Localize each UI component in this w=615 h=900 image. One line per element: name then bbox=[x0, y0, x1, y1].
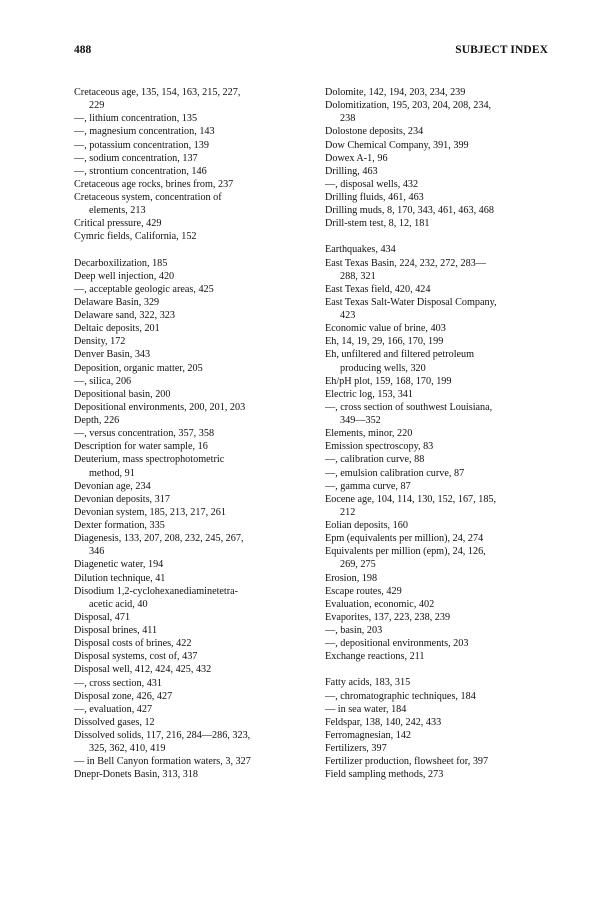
index-entry bbox=[74, 86, 314, 112]
index-entry-text: Dissolved gases, 12 bbox=[74, 716, 155, 728]
index-entry-text: Disposal well, 412, 424, 425, 432 bbox=[74, 664, 212, 676]
index-entry-text: Dolomite, 142, 194, 203, 234, 239 bbox=[325, 87, 466, 98]
index-entry bbox=[325, 440, 565, 453]
index-entry bbox=[74, 558, 314, 571]
index-entry-text: Devonian system, 185, 213, 217, 261 bbox=[74, 506, 226, 518]
index-entry bbox=[325, 493, 565, 519]
index-entry bbox=[325, 152, 565, 165]
index-entry bbox=[74, 768, 314, 781]
index-entry bbox=[325, 427, 565, 440]
index-entry bbox=[325, 729, 565, 742]
index-entry bbox=[74, 362, 314, 375]
index-entry bbox=[325, 322, 565, 335]
index-entry-text: — in sea water, 184 bbox=[325, 703, 407, 715]
index-entry bbox=[74, 650, 314, 663]
index-entry-text: Equivalents per million (epm), 24, 126, bbox=[325, 546, 486, 558]
index-entry-text: Disposal, 471 bbox=[74, 611, 131, 623]
index-entry-text: Eocene age, 104, 114, 130, 152, 167, 185, bbox=[325, 493, 497, 505]
index-entry bbox=[325, 139, 565, 152]
index-entry bbox=[325, 598, 565, 611]
index-entry bbox=[74, 703, 314, 716]
index-entry bbox=[74, 178, 314, 191]
index-entry-text: Epm (equivalents per million), 24, 274 bbox=[325, 533, 484, 545]
index-entry-text: Deltaic deposits, 201 bbox=[74, 323, 160, 335]
index-entry-text: —, versus concentration, 357, 358 bbox=[74, 428, 215, 440]
index-entry bbox=[325, 650, 565, 663]
index-entry-text: Decarboxilization, 185 bbox=[74, 257, 168, 269]
index-entry-text: —, cross section, 431 bbox=[74, 677, 162, 689]
index-entry-text: Fertilizers, 397 bbox=[325, 743, 387, 754]
index-entry bbox=[74, 440, 314, 453]
index-entry bbox=[74, 427, 314, 440]
index-entry bbox=[325, 545, 565, 571]
index-entry-text: Devonian age, 234 bbox=[74, 480, 151, 492]
index-entry bbox=[325, 178, 565, 191]
index-entry bbox=[74, 322, 314, 335]
index-entry-text: Disodium 1,2-cyclohexanediaminetetra- bbox=[74, 585, 239, 597]
index-entry bbox=[74, 755, 314, 768]
index-entry bbox=[325, 283, 565, 296]
index-entry bbox=[74, 217, 314, 230]
index-entry-text: —, silica, 206 bbox=[74, 375, 132, 387]
page-number: 488 bbox=[74, 44, 92, 56]
index-entry bbox=[325, 585, 565, 598]
index-entry-text: Eolian deposits, 160 bbox=[325, 520, 408, 531]
index-entry-text: Fertilizer production, flowsheet for, 397 bbox=[325, 756, 489, 768]
index-entry-text: Dilution technique, 41 bbox=[74, 572, 166, 584]
index-entry-text: Density, 172 bbox=[74, 336, 126, 348]
index-entry-text: Delaware sand, 322, 323 bbox=[74, 310, 175, 321]
index-entry bbox=[325, 243, 565, 256]
index-entry bbox=[74, 611, 314, 624]
index-entry-text: Eh, 14, 19, 29, 166, 170, 199 bbox=[325, 336, 444, 348]
index-entry bbox=[325, 125, 565, 138]
index-entry-text: Evaluation, economic, 402 bbox=[325, 598, 435, 610]
index-entry bbox=[74, 112, 314, 125]
index-entry-text: Deep well injection, 420 bbox=[74, 270, 175, 282]
index-entry-text: Depositional environments, 200, 201, 203 bbox=[74, 401, 246, 413]
index-entry bbox=[74, 414, 314, 427]
index-entry-text: Disposal costs of brines, 422 bbox=[74, 638, 192, 650]
index-entry-text: —, potassium concentration, 139 bbox=[74, 139, 209, 151]
index-entry-text: Dissolved solids, 117, 216, 284—286, 323, bbox=[74, 730, 251, 741]
index-entry bbox=[325, 204, 565, 217]
index-column-left bbox=[74, 86, 314, 782]
index-entry bbox=[325, 296, 565, 322]
index-entry-text: Eh/pH plot, 159, 168, 170, 199 bbox=[325, 375, 452, 387]
index-entry bbox=[325, 742, 565, 755]
running-head: SUBJECT INDEX bbox=[455, 44, 548, 56]
index-entry-continuation: elements, 213 bbox=[89, 205, 146, 217]
index-entry-text: —, basin, 203 bbox=[325, 625, 383, 636]
page-header bbox=[70, 44, 548, 60]
index-entry bbox=[325, 532, 565, 545]
index-entry-text: Disposal systems, cost of, 437 bbox=[74, 651, 198, 663]
index-entry-text: —, chromatographic techniques, 184 bbox=[325, 690, 476, 702]
index-entry-continuation: acetic acid, 40 bbox=[89, 598, 148, 610]
index-entry-text: Economic value of brine, 403 bbox=[325, 323, 446, 335]
index-entry-text: Description for water sample, 16 bbox=[74, 441, 208, 453]
index-entry-text: —, lithium concentration, 135 bbox=[74, 113, 198, 125]
index-entry-text: Disposal brines, 411 bbox=[74, 625, 158, 636]
index-entry-text: Drilling muds, 8, 170, 343, 461, 463, 468 bbox=[325, 205, 494, 217]
index-entry-text: Disposal zone, 426, 427 bbox=[74, 690, 173, 702]
index-entry-text: Drilling, 463 bbox=[325, 165, 378, 177]
index-entry bbox=[74, 716, 314, 729]
index-entry-text: —, magnesium concentration, 143 bbox=[74, 126, 215, 138]
index-entry-text: Deposition, organic matter, 205 bbox=[74, 362, 203, 374]
index-entry bbox=[325, 335, 565, 348]
index-entry bbox=[325, 519, 565, 532]
index-entry bbox=[325, 375, 565, 388]
index-entry bbox=[325, 637, 565, 650]
index-entry bbox=[74, 690, 314, 703]
index-entry bbox=[325, 768, 565, 781]
index-entry-text: Erosion, 198 bbox=[325, 572, 378, 584]
index-entry-text: —, gamma curve, 87 bbox=[325, 480, 411, 492]
index-entry-continuation: 212 bbox=[340, 506, 356, 518]
index-entry bbox=[74, 585, 314, 611]
index-entry-continuation: 325, 362, 410, 419 bbox=[89, 743, 166, 755]
index-entry-text: Cretaceous system, concentration of bbox=[74, 192, 222, 203]
index-entry bbox=[74, 335, 314, 348]
index-entry bbox=[74, 125, 314, 138]
index-entry-text: Dexter formation, 335 bbox=[74, 520, 165, 531]
index-entry-continuation: 423 bbox=[340, 310, 356, 321]
index-entry bbox=[325, 755, 565, 768]
index-entry bbox=[74, 519, 314, 532]
index-entry bbox=[325, 165, 565, 178]
index-entry-text: Diagenetic water, 194 bbox=[74, 559, 164, 571]
index-entry bbox=[325, 572, 565, 585]
index-entry-text: Emission spectroscopy, 83 bbox=[325, 441, 434, 453]
index-column-right bbox=[325, 86, 565, 781]
index-entry-text: Cretaceous age, 135, 154, 163, 215, 227, bbox=[74, 87, 241, 98]
index-entry bbox=[74, 348, 314, 361]
index-entry bbox=[74, 480, 314, 493]
index-entry-text: Dowex A-1, 96 bbox=[325, 152, 388, 164]
index-entry-continuation: 269, 275 bbox=[340, 559, 376, 571]
index-entry bbox=[74, 388, 314, 401]
index-entry-text: Ferromagnesian, 142 bbox=[325, 729, 412, 741]
index-entry-continuation: method, 91 bbox=[89, 467, 135, 479]
index-entry-text: —, depositional environments, 203 bbox=[325, 638, 469, 650]
index-entry-text: Electric log, 153, 341 bbox=[325, 388, 413, 400]
index-entry-text: East Texas Salt-Water Disposal Company, bbox=[325, 296, 497, 308]
index-entry-text: Delaware Basin, 329 bbox=[74, 296, 160, 308]
index-entry-text: Devonian deposits, 317 bbox=[74, 493, 170, 505]
index-entry-text: Earthquakes, 434 bbox=[325, 244, 396, 256]
index-entry-text: Cretaceous age rocks, brines from, 237 bbox=[74, 178, 234, 190]
index-entry-text: —, calibration curve, 88 bbox=[325, 454, 425, 466]
index-entry bbox=[325, 86, 565, 99]
index-entry-text: Evaporites, 137, 223, 238, 239 bbox=[325, 611, 451, 623]
index-entry bbox=[325, 257, 565, 283]
index-entry-continuation: 349—352 bbox=[340, 415, 381, 426]
index-entry bbox=[74, 139, 314, 152]
index-entry bbox=[74, 493, 314, 506]
index-entry-text: Exchange reactions, 211 bbox=[325, 651, 425, 663]
index-entry bbox=[325, 716, 565, 729]
index-entry bbox=[74, 296, 314, 309]
index-entry bbox=[325, 703, 565, 716]
index-entry-continuation: 288, 321 bbox=[340, 270, 376, 282]
index-entry-text: Critical pressure, 429 bbox=[74, 218, 162, 230]
index-entry bbox=[325, 453, 565, 466]
index-entry bbox=[325, 401, 565, 427]
index-entry bbox=[325, 676, 565, 689]
index-entry-text: Field sampling methods, 273 bbox=[325, 769, 444, 781]
index-entry-text: Drill-stem test, 8, 12, 181 bbox=[325, 218, 430, 230]
index-entry bbox=[74, 532, 314, 558]
index-entry bbox=[325, 480, 565, 493]
index-entry bbox=[325, 191, 565, 204]
index-entry bbox=[325, 99, 565, 125]
index-entry bbox=[325, 611, 565, 624]
index-entry bbox=[325, 217, 565, 230]
index-entry bbox=[74, 165, 314, 178]
index-entry-text: Dolostone deposits, 234 bbox=[325, 126, 424, 138]
index-entry bbox=[74, 663, 314, 676]
index-entry bbox=[74, 375, 314, 388]
index-entry-text: Escape routes, 429 bbox=[325, 585, 402, 597]
index-entry bbox=[74, 624, 314, 637]
index-entry-text: Deuterium, mass spectrophotometric bbox=[74, 454, 225, 466]
index-entry-continuation: 346 bbox=[89, 546, 105, 558]
index-entry-text: Denver Basin, 343 bbox=[74, 349, 151, 361]
index-entry-text: —, emulsion calibration curve, 87 bbox=[325, 467, 465, 479]
index-entry-text: Fatty acids, 183, 315 bbox=[325, 677, 411, 689]
index-entry bbox=[74, 401, 314, 414]
index-entry-text: Feldspar, 138, 140, 242, 433 bbox=[325, 716, 442, 728]
index-entry bbox=[74, 453, 314, 479]
index-entry-text: Dolomitization, 195, 203, 204, 208, 234, bbox=[325, 100, 492, 112]
index-entry bbox=[325, 348, 565, 374]
index-entry-text: Eh, unfiltered and filtered petroleum bbox=[325, 349, 475, 361]
index-entry-text: —, disposal wells, 432 bbox=[325, 178, 419, 190]
index-entry bbox=[74, 729, 314, 755]
index-entry-text: —, strontium concentration, 146 bbox=[74, 165, 207, 177]
index-entry bbox=[325, 467, 565, 480]
index-entry-text: East Texas Basin, 224, 232, 272, 283— bbox=[325, 257, 486, 269]
index-entry bbox=[74, 572, 314, 585]
index-entry bbox=[74, 283, 314, 296]
index-entry bbox=[74, 230, 314, 243]
index-entry-text: —, acceptable geologic areas, 425 bbox=[74, 283, 214, 295]
index-entry-continuation: 229 bbox=[89, 100, 105, 112]
index-entry-text: Diagenesis, 133, 207, 208, 232, 245, 267, bbox=[74, 533, 244, 545]
index-entry-continuation: 238 bbox=[340, 113, 356, 125]
index-entry bbox=[74, 309, 314, 322]
index-entry bbox=[325, 624, 565, 637]
index-entry-text: —, cross section of southwest Louisiana, bbox=[325, 401, 493, 413]
index-entry bbox=[74, 152, 314, 165]
index-entry-continuation: producing wells, 320 bbox=[340, 362, 426, 374]
index-entry-text: Dnepr-Donets Basin, 313, 318 bbox=[74, 769, 199, 781]
index-entry-text: Cymric fields, California, 152 bbox=[74, 231, 197, 243]
index-entry bbox=[74, 677, 314, 690]
index-entry bbox=[325, 690, 565, 703]
index-entry-text: —, evaluation, 427 bbox=[74, 703, 153, 715]
index-entry-text: —, sodium concentration, 137 bbox=[74, 152, 198, 164]
index-entry-text: Drilling fluids, 461, 463 bbox=[325, 192, 424, 203]
index-entry bbox=[74, 257, 314, 270]
index-entry-text: Depositional basin, 200 bbox=[74, 388, 171, 400]
index-entry-text: Elements, minor, 220 bbox=[325, 428, 413, 440]
index-entry bbox=[74, 506, 314, 519]
index-entry bbox=[74, 270, 314, 283]
index-entry-text: Dow Chemical Company, 391, 399 bbox=[325, 139, 469, 151]
index-entry-text: East Texas field, 420, 424 bbox=[325, 283, 431, 295]
index-entry-text: — in Bell Canyon formation waters, 3, 327 bbox=[74, 756, 251, 768]
index-entry bbox=[74, 637, 314, 650]
index-entry bbox=[325, 388, 565, 401]
index-entry-text: Depth, 226 bbox=[74, 415, 120, 426]
index-entry bbox=[74, 191, 314, 217]
